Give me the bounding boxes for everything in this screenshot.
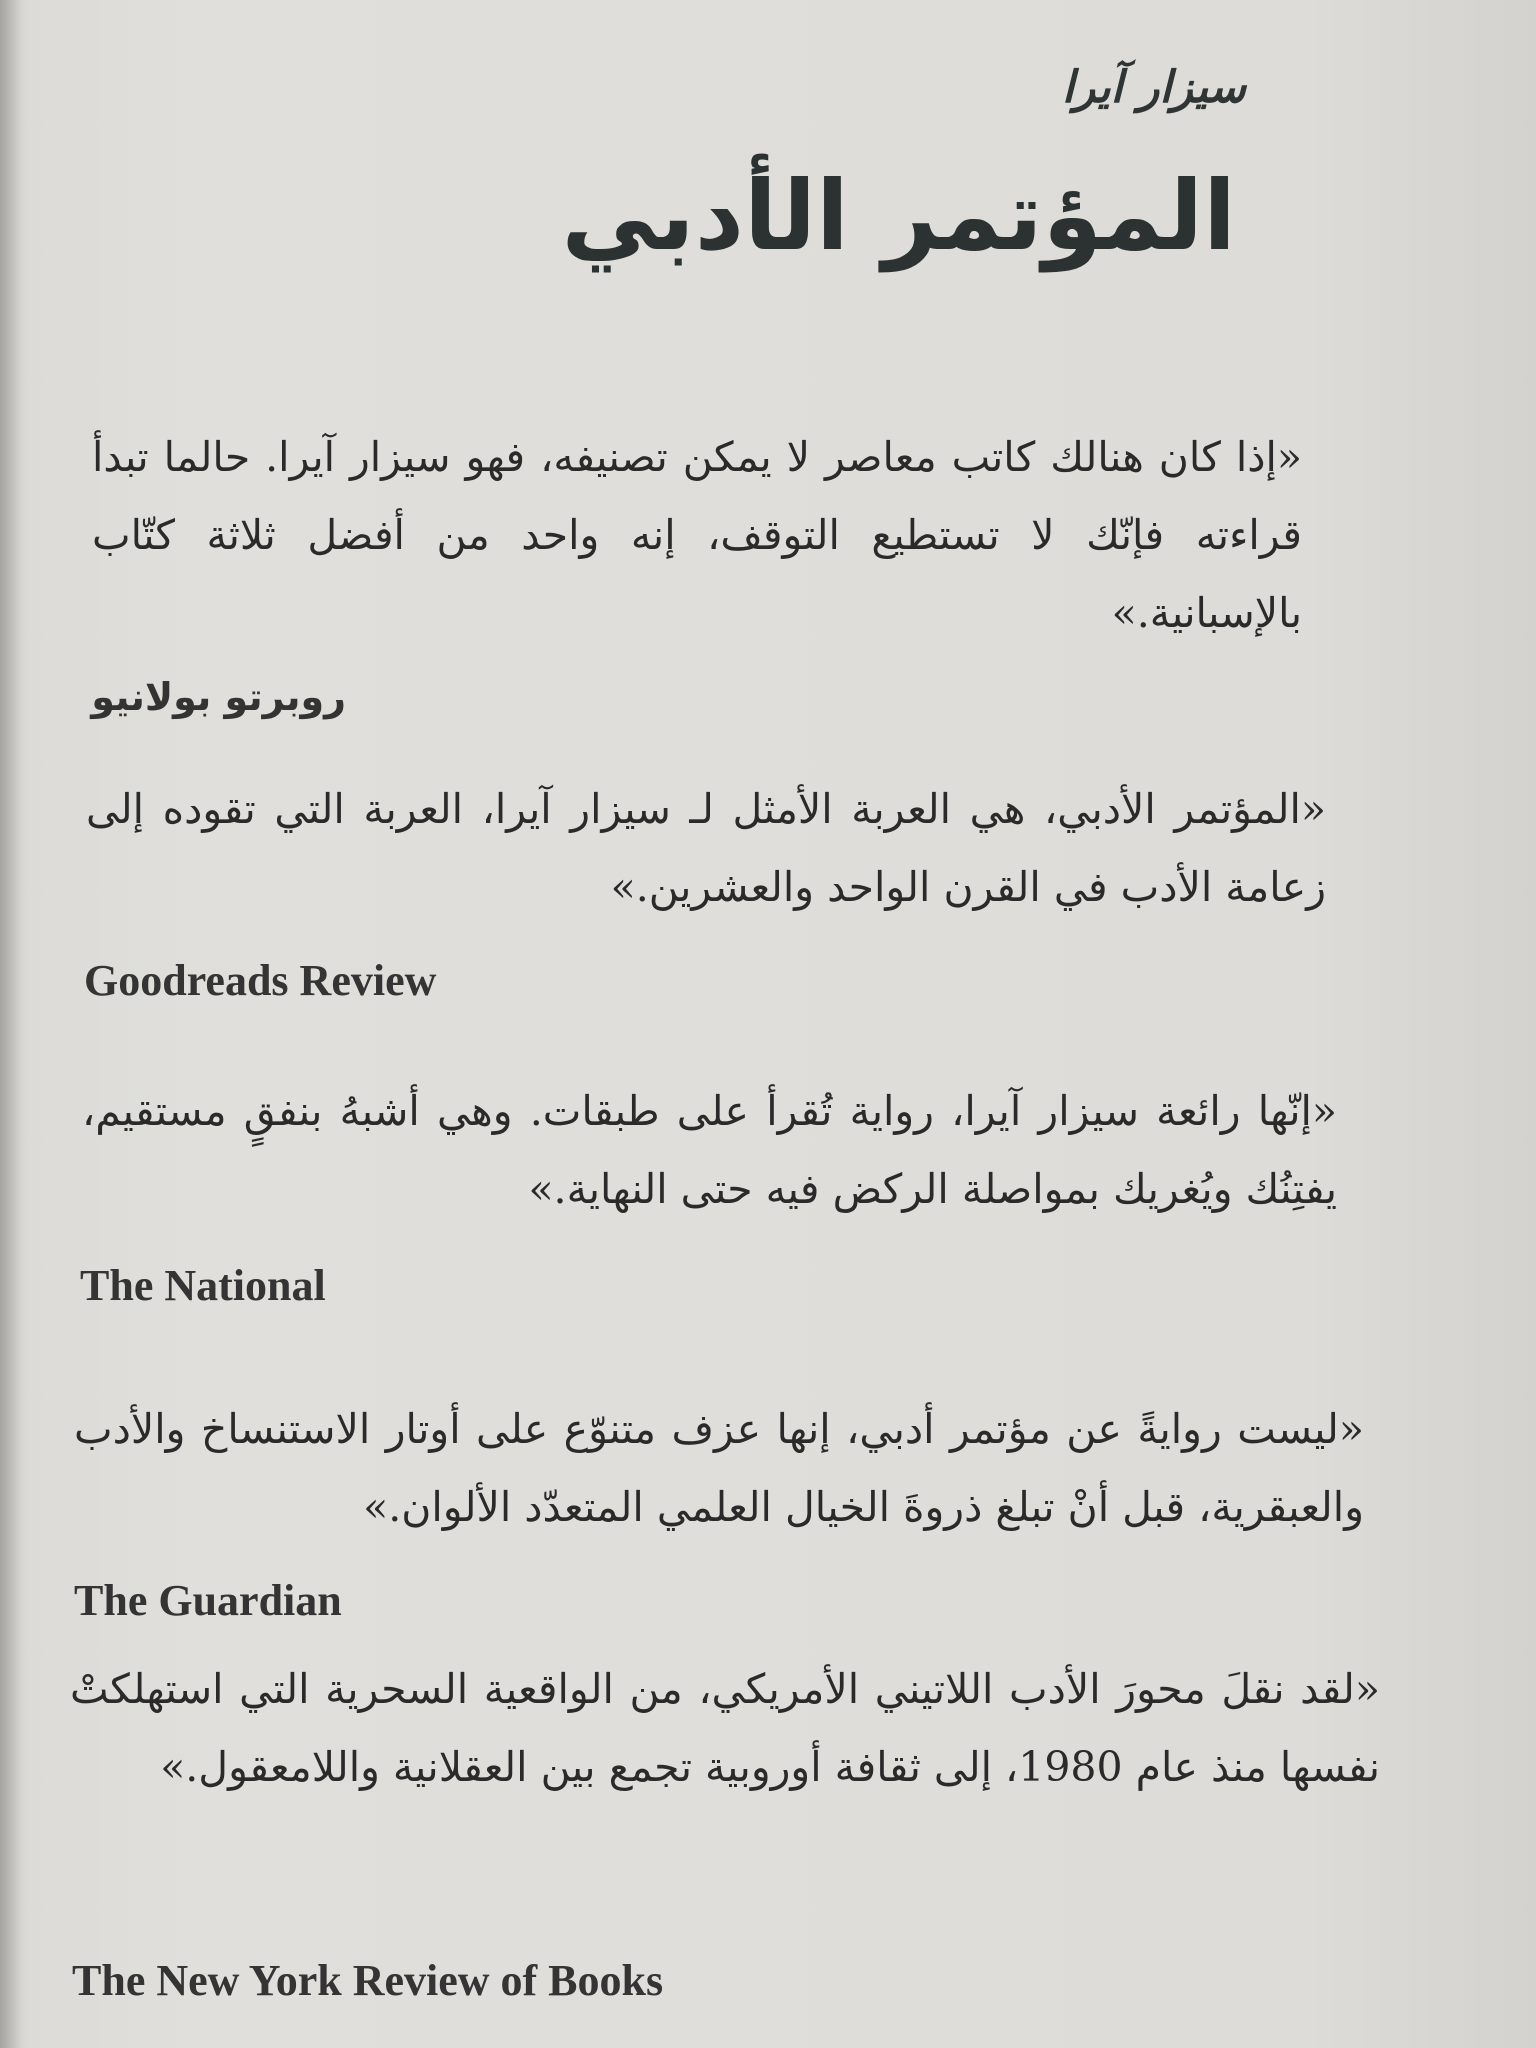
review-quote-3: «إنّها رائعة سيزار آيرا، رواية تُقرأ على طبقات. وهي أشبهُ بنفقٍ مستقيم، يفتِنُك ويُغريك بمواصلة الركض فيه حتى النهاية.» [82,1087,1337,1213]
review-source-2: Goodreads Review [84,956,437,1005]
spine-shadow [0,0,22,2048]
review-quote-1: «إذا كان هنالك كاتب معاصر لا يمكن تصنيفه، فهو سيزار آيرا. حالما تبدأ قراءته فإنّك لا تستطيع التوقف، إنه واحد من أفضل ثلاثة كتّاب بالإسبانية.» [92,433,1302,637]
review-source-4: The Guardian [74,1576,342,1625]
review-quote-5: «لقد نقلَ محورَ الأدب اللاتيني الأمريكي، من الواقعية السحرية التي استهلكتْ نفسها منذ عام 1980، إلى ثقافة أوروبية تجمع بين العقلانية واللامعقول.» [70,1665,1380,1791]
book-title: المؤتمر الأدبي [561,160,1236,272]
review-quote-4: «ليست روايةً عن مؤتمر أدبي، إنها عزف متنوّع على أوتار الاستنساخ والأدب والعبقرية، قبل أنْ تبلغ ذروةَ الخيال العلمي المتعدّد الألوان.» [74,1405,1364,1531]
review-source-3: The National [80,1261,326,1310]
review-source-5: The New York Review of Books [72,1956,664,2005]
review-source-1: روبرتو بولانيو [91,675,346,719]
author-name: سيزار آيرا [1061,62,1246,113]
review-quote-2: «المؤتمر الأدبي، هي العربة الأمثل لـ سيزار آيرا، العربة التي تقوده إلى زعامة الأدب في القرن الواحد والعشرين.» [86,785,1326,911]
